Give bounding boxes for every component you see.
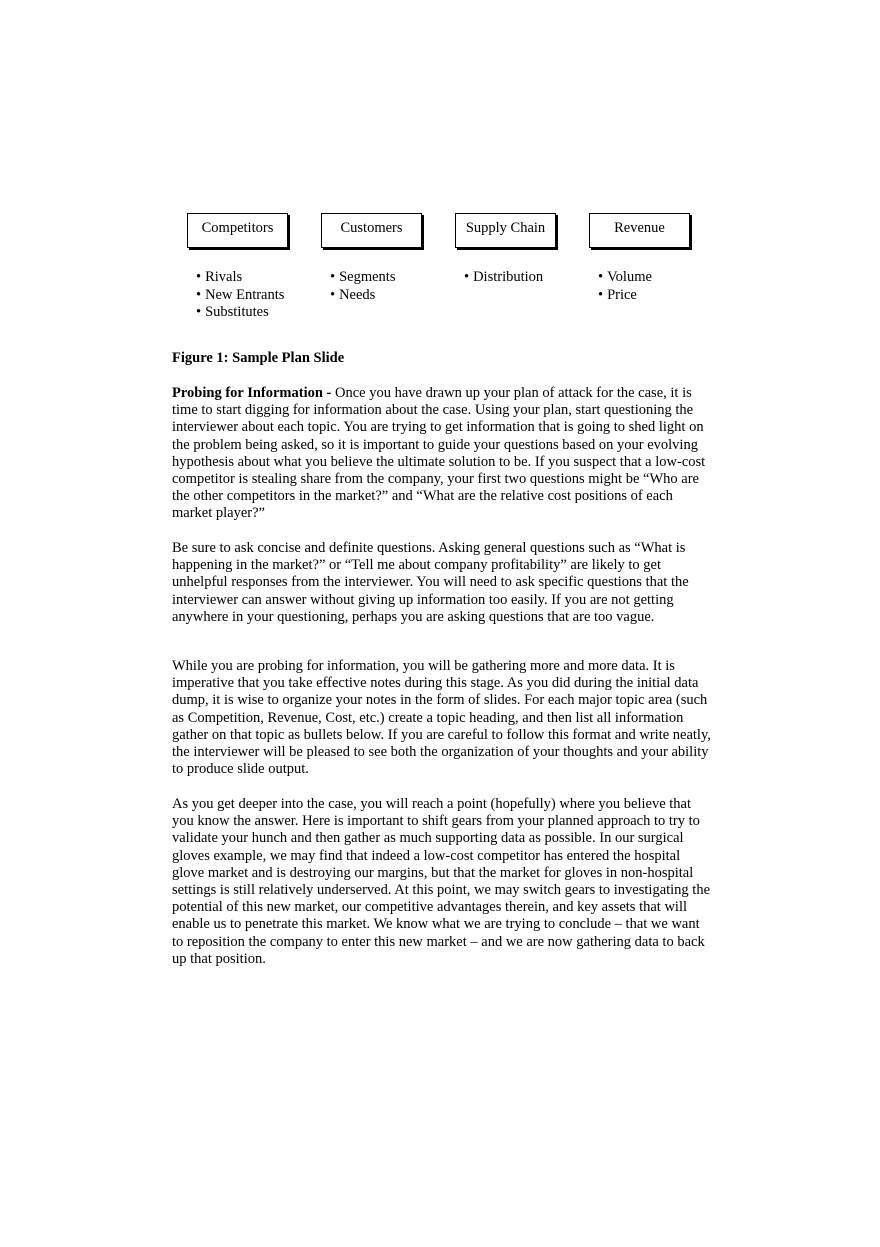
supply-chain-bullets <box>464 269 543 287</box>
figure-caption: Figure 1: Sample Plan Slide <box>172 350 345 366</box>
bullet-item: • Rivals <box>196 269 284 287</box>
paragraph-concise-questions <box>172 540 712 626</box>
bullet-item: • Needs <box>330 287 395 305</box>
bullet-item: • New Entrants <box>196 287 284 305</box>
figure-box-competitors: Competitors <box>187 213 288 248</box>
competitors-bullets <box>196 269 284 322</box>
bullet-item: • Volume <box>598 269 652 287</box>
paragraph-shift-gears <box>172 796 712 968</box>
paragraph-body: Be sure to ask concise and definite questions. Asking general questions such as “What is happening in the market?” or “Tell me about company profitability” are likely to get unhelpful responses from the interviewer. You will need to ask specific questions that the interviewer can answer without giving up information too easily. If you are not getting anywhere in your questioning, perhaps you are asking questions that are too vague. <box>172 540 689 625</box>
bullet-item: • Distribution <box>464 269 543 287</box>
paragraph-probing <box>172 385 712 523</box>
figure-box-revenue: Revenue <box>589 213 690 248</box>
customers-bullets <box>330 269 395 304</box>
bullet-item: • Segments <box>330 269 395 287</box>
bullet-item: • Substitutes <box>196 304 284 322</box>
paragraph-body: As you get deeper into the case, you will reach a point (hopefully) where you believe that you know the answer. Here is important to shift gears from your planned approach to try to validate your hunch and then gather as much supporting data as possible. In our surgical gloves example, we may find that indeed a low-cost competitor has entered the hospital glove market and is destroying our margins, but that the market for gloves in non-hospital settings is still relatively underserved. At this point, we may switch gears to investigating the potential of this new market, our competitive advantages therein, and key assets that will enable us to penetrate this market. We know what we are trying to conclude – that we want to reposition the company to enter this new market – and we are now gathering data to back up that position. <box>172 796 711 967</box>
figure-box-supply-chain: Supply Chain <box>455 213 556 248</box>
paragraph-lead: Probing for Information - <box>172 385 335 401</box>
figure-box-customers: Customers <box>321 213 422 248</box>
paragraph-body: Once you have drawn up your plan of attack for the case, it is time to start digging for information about the case. Using your plan, start questioning the interviewer about each topic. You are trying to get information that is going to shed light on the problem being asked, so it is important to guide your questions based on your evolving hypothesis about what you believe the ultimate solution to be. If you suspect that a low-cost competitor is stealing share from the company, your first two questions might be “Who are the other competitors in the market?” and “What are the relative cost positions of each market player?” <box>172 385 706 522</box>
paragraph-note-taking <box>172 658 712 778</box>
paragraph-body: While you are probing for information, you will be gathering more and more data. It is imperative that you take effective notes during this stage. As you did during the initial data dump, it is wise to organize your notes in the form of slides. For each major topic area (such as Competition, Revenue, Cost, etc.) create a topic heading, and then list all information gather on that topic as bullets below. If you are careful to follow this format and write neatly, the interviewer will be pleased to see both the organization of your thoughts and your ability to produce slide output. <box>172 658 711 778</box>
bullet-item: • Price <box>598 287 652 305</box>
revenue-bullets <box>598 269 652 304</box>
